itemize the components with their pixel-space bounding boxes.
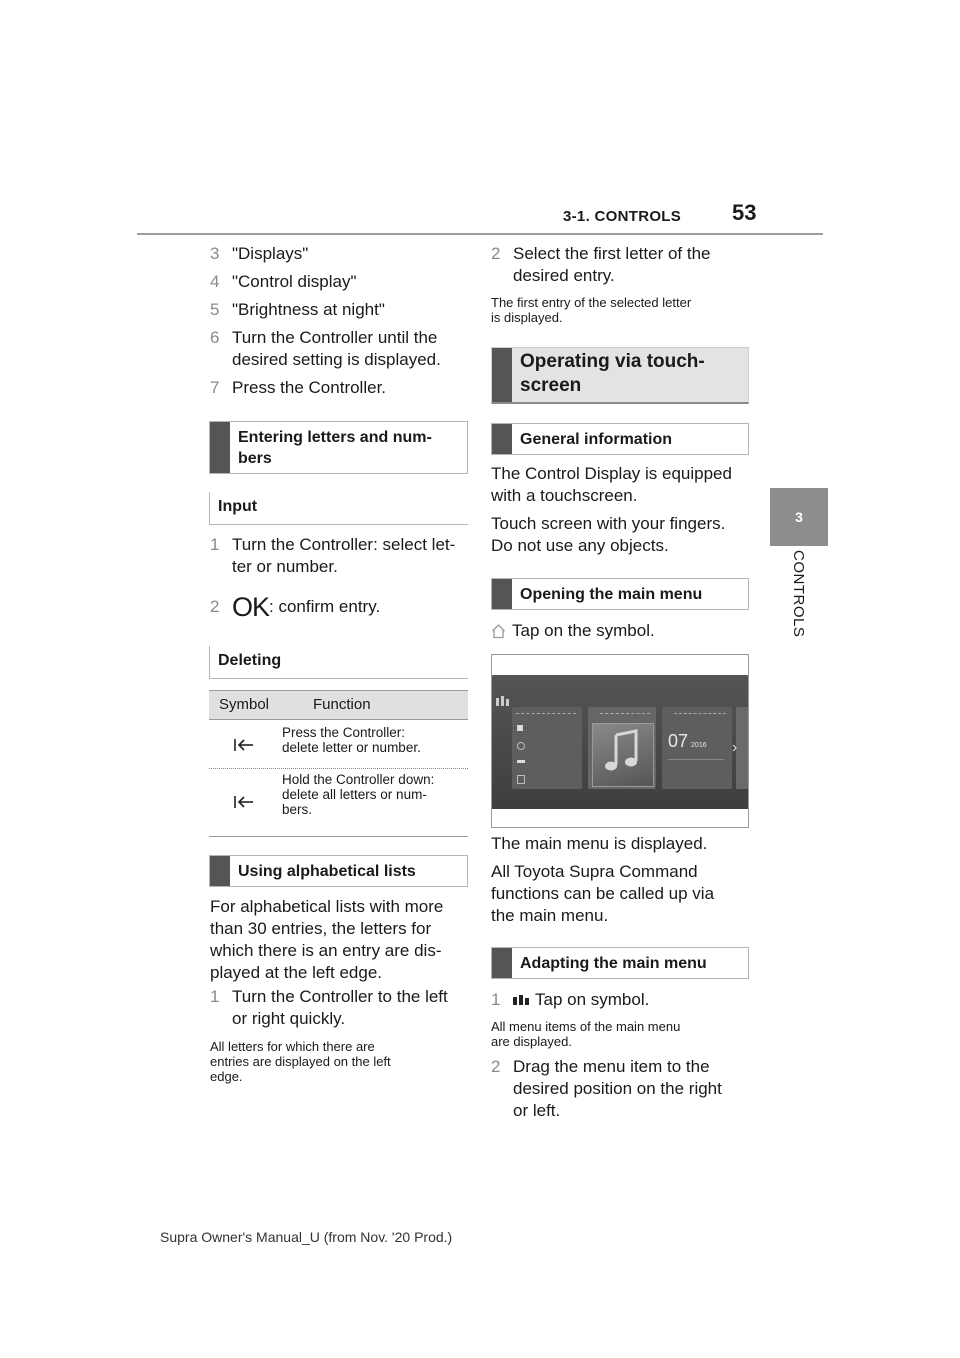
menu-arrange-icon	[496, 696, 510, 706]
section-heading-general: General information	[491, 423, 749, 455]
section-heading-adapting: Adapting the main menu	[491, 947, 749, 979]
list-item: 1 Turn the Controller to the left or right quickly.	[210, 987, 448, 1028]
menu-tile-calendar: 07 2016	[662, 707, 732, 789]
table-row: Hold the Controller down: delete all letters or num- bers.	[209, 768, 468, 837]
table-header: Symbol Function	[209, 690, 468, 720]
section-heading-alphabetical: Using alphabetical lists	[209, 855, 468, 887]
list-item: 7 Press the Controller.	[210, 378, 387, 397]
note-first-entry: The first entry of the selected letter is displayed.	[491, 295, 692, 325]
list-item: 3 "Displays"	[210, 244, 309, 263]
page-number: 53	[732, 200, 757, 225]
home-icon	[491, 623, 506, 639]
paragraph-alphabetical: For alphabetical lists with more than 30 entries, the letters for which there is an entry are dis- played at the left edge.	[210, 897, 444, 982]
chapter-tab-label: CONTROLS	[790, 550, 807, 638]
table-row: Press the Controller: delete letter or number.	[209, 720, 468, 769]
subheading-input: Input	[218, 498, 258, 515]
list-item: 1 Turn the Controller: select let- ter or number.	[210, 535, 456, 576]
paragraph-opening: Tap on the symbol.	[491, 620, 655, 642]
list-item: 2 OK: confirm entry.	[210, 592, 381, 622]
menu-arrange-icon	[513, 995, 529, 1005]
paragraph-general: The Control Display is equipped with a touchscreen. Touch screen with your fingers. Do not use any objects.	[491, 464, 732, 555]
delete-icon	[233, 795, 255, 809]
list-item: 6 Turn the Controller until the desired setting is displayed.	[210, 328, 441, 369]
list-item: 5 "Brightness at night"	[210, 300, 385, 319]
list-item: 2 Select the first letter of the desired entry.	[491, 244, 711, 285]
menu-tile	[512, 707, 582, 789]
section-title: 3-1. CONTROLS	[563, 208, 682, 225]
list-item: 2 Drag the menu item to the desired position on the right or left.	[491, 1057, 722, 1120]
note-alphabetical: All letters for which there are entries are displayed on the left edge.	[210, 1039, 391, 1084]
music-note-icon	[604, 729, 640, 773]
main-menu-screenshot	[491, 654, 749, 828]
chevron-right-icon: ›	[732, 739, 738, 756]
paragraph-main-menu: The main menu is displayed. All Toyota Supra Command functions can be called up via the main menu.	[491, 834, 715, 925]
section-heading-opening: Opening the main menu	[491, 578, 749, 610]
header-divider	[137, 233, 823, 235]
delete-icon	[233, 738, 255, 752]
section-heading-entering: Entering letters and num- bers	[209, 421, 468, 474]
list-item: 4 "Control display"	[210, 272, 357, 291]
chapter-tab: 3	[770, 488, 828, 546]
footer-text: Supra Owner's Manual_U (from Nov. '20 Prod.)	[160, 1229, 453, 1245]
note-menu-items: All menu items of the main menu are displayed.	[491, 1019, 681, 1049]
section-heading-touchscreen: Operating via touch- screen	[491, 347, 749, 404]
list-item: 1 Tap on symbol.	[491, 990, 650, 1009]
subheading-deleting: Deleting	[218, 652, 282, 669]
menu-tile-media	[588, 707, 656, 789]
ok-symbol: OK	[232, 592, 270, 622]
